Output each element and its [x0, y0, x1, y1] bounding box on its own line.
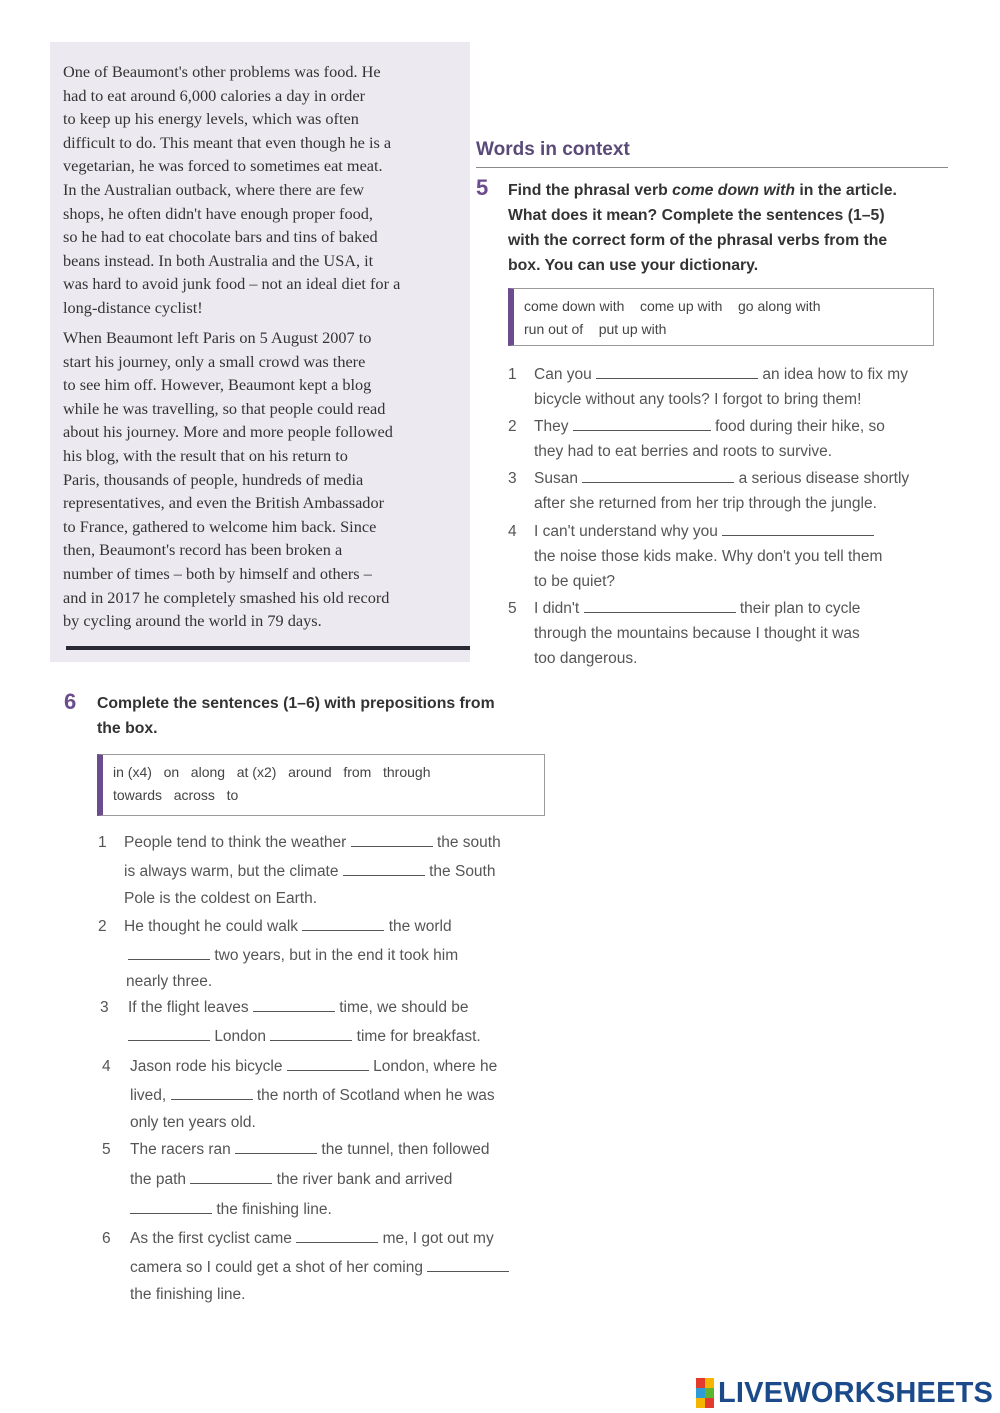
- exercise-5-item-2: 2 They food during their hike, so they had to eat berries and roots to survive.: [508, 418, 885, 460]
- exercise-6-instruction: Complete the sentences (1–6) with prepositions from the box.: [97, 695, 495, 737]
- liveworksheets-brand: LIVEWORKSHEETS: [718, 1376, 994, 1409]
- answer-blank[interactable]: [427, 1257, 509, 1272]
- exercise-6-item-4: 4 Jason rode his bicycle London, where he lived, the north of Scotland when he was only ten years old.: [102, 1058, 498, 1131]
- answer-blank[interactable]: [171, 1085, 253, 1100]
- article-paragraph-1: One of Beaumont's other problems was food. He had to eat around 6,000 calories a day in order to keep up his energy levels, which was often difficult to do. This meant that even though he is a vegetarian, he was forced to sometimes eat meat. In the Australian outback, where there are few shops, he often didn't have enough proper food, so he had to eat chocolate bars and tins of baked beans instead. In both Australia and the USA, it was hard to avoid junk food – not an ideal diet for a long-distance cyclist!: [63, 62, 401, 317]
- word-box-line-1: come down with come up with go along with: [524, 298, 821, 314]
- exercise-6-number: 6: [64, 689, 77, 714]
- exercise-5-word-box: [508, 288, 934, 346]
- exercise-6-item-3: 3 If the flight leaves time, we should be London time for breakfast.: [100, 999, 481, 1045]
- answer-blank[interactable]: [270, 1026, 352, 1041]
- exercise-5-item-3: 3 Susan a serious disease shortly after she returned from her trip through the jungle.: [508, 470, 910, 512]
- answer-blank[interactable]: [302, 916, 384, 931]
- liveworksheets-logo-icon: [696, 1378, 714, 1408]
- article-bottom-rule: [66, 646, 470, 650]
- answer-blank[interactable]: [130, 1199, 212, 1214]
- answer-blank[interactable]: [296, 1228, 378, 1243]
- exercise-5-item-1: 1 Can you an idea how to fix my bicycle without any tools? I forgot to bring them!: [508, 366, 908, 408]
- word-box-line-2: towards across to: [113, 787, 239, 803]
- answer-blank[interactable]: [190, 1169, 272, 1184]
- answer-blank[interactable]: [584, 598, 736, 613]
- exercise-6-item-2: 2 He thought he could walk the world two years, but in the end it took him nearly three.: [98, 918, 459, 990]
- answer-blank[interactable]: [253, 997, 335, 1012]
- answer-blank[interactable]: [128, 945, 210, 960]
- answer-blank[interactable]: [596, 364, 758, 379]
- section-divider: [476, 167, 948, 168]
- answer-blank[interactable]: [235, 1139, 317, 1154]
- liveworksheets-logo: [696, 1376, 993, 1410]
- exercise-5-number: 5: [476, 175, 489, 200]
- word-box-line-2: run out of put up with: [524, 321, 667, 337]
- answer-blank[interactable]: [128, 1026, 210, 1041]
- answer-blank[interactable]: [573, 416, 711, 431]
- article-panel: [50, 42, 470, 662]
- answer-blank[interactable]: [351, 832, 433, 847]
- exercise-5-item-4: 4 I can't understand why you the noise those kids make. Why don't you tell them to be quiet?: [508, 523, 883, 590]
- exercise-6-item-5: 5 The racers ran the tunnel, then followed the path the river bank and arrived the finishing line.: [102, 1141, 490, 1218]
- answer-blank[interactable]: [343, 861, 425, 876]
- word-box-line-1: in (x4) on along at (x2) around from through: [113, 764, 431, 780]
- answer-blank[interactable]: [722, 521, 874, 536]
- answer-blank[interactable]: [287, 1056, 369, 1071]
- exercise-5-item-5: 5 I didn't their plan to cycle through the mountains because I thought it was too dangerous.: [508, 600, 861, 667]
- answer-blank[interactable]: [582, 468, 734, 483]
- exercise-6-item-6: 6 As the first cyclist came me, I got out my camera so I could get a shot of her coming the finishing line.: [102, 1226, 572, 1306]
- section-title: Words in context: [476, 139, 630, 160]
- article-paragraph-2: When Beaumont left Paris on 5 August 2007 to start his journey, only a small crowd was there to see him off. However, Beaumont kept a blog while he was travelling, so that people could read about his journey. More and more people followed his blog, with the result that on his return to Paris, thousands of people, hundreds of media representatives, and even the British Ambassador to France, gathered to welcome him back. Since then, Beaumont's record has been broken a number of times – both by himself and others – and in 2017 he completely smashed his old record by cycling around the world in 79 days.: [63, 328, 393, 631]
- exercise-6-item-1: 1 People tend to think the weather the south is always warm, but the climate the South Pole is the coldest on Earth.: [98, 834, 501, 907]
- exercise-6-word-box: [97, 754, 545, 816]
- exercise-5-instruction: Find the phrasal verb come down with in the article. What does it mean? Complete the sentences (1–5) with the correct form of the phrasal verbs from the box. You can use your dictionary.: [508, 182, 897, 274]
